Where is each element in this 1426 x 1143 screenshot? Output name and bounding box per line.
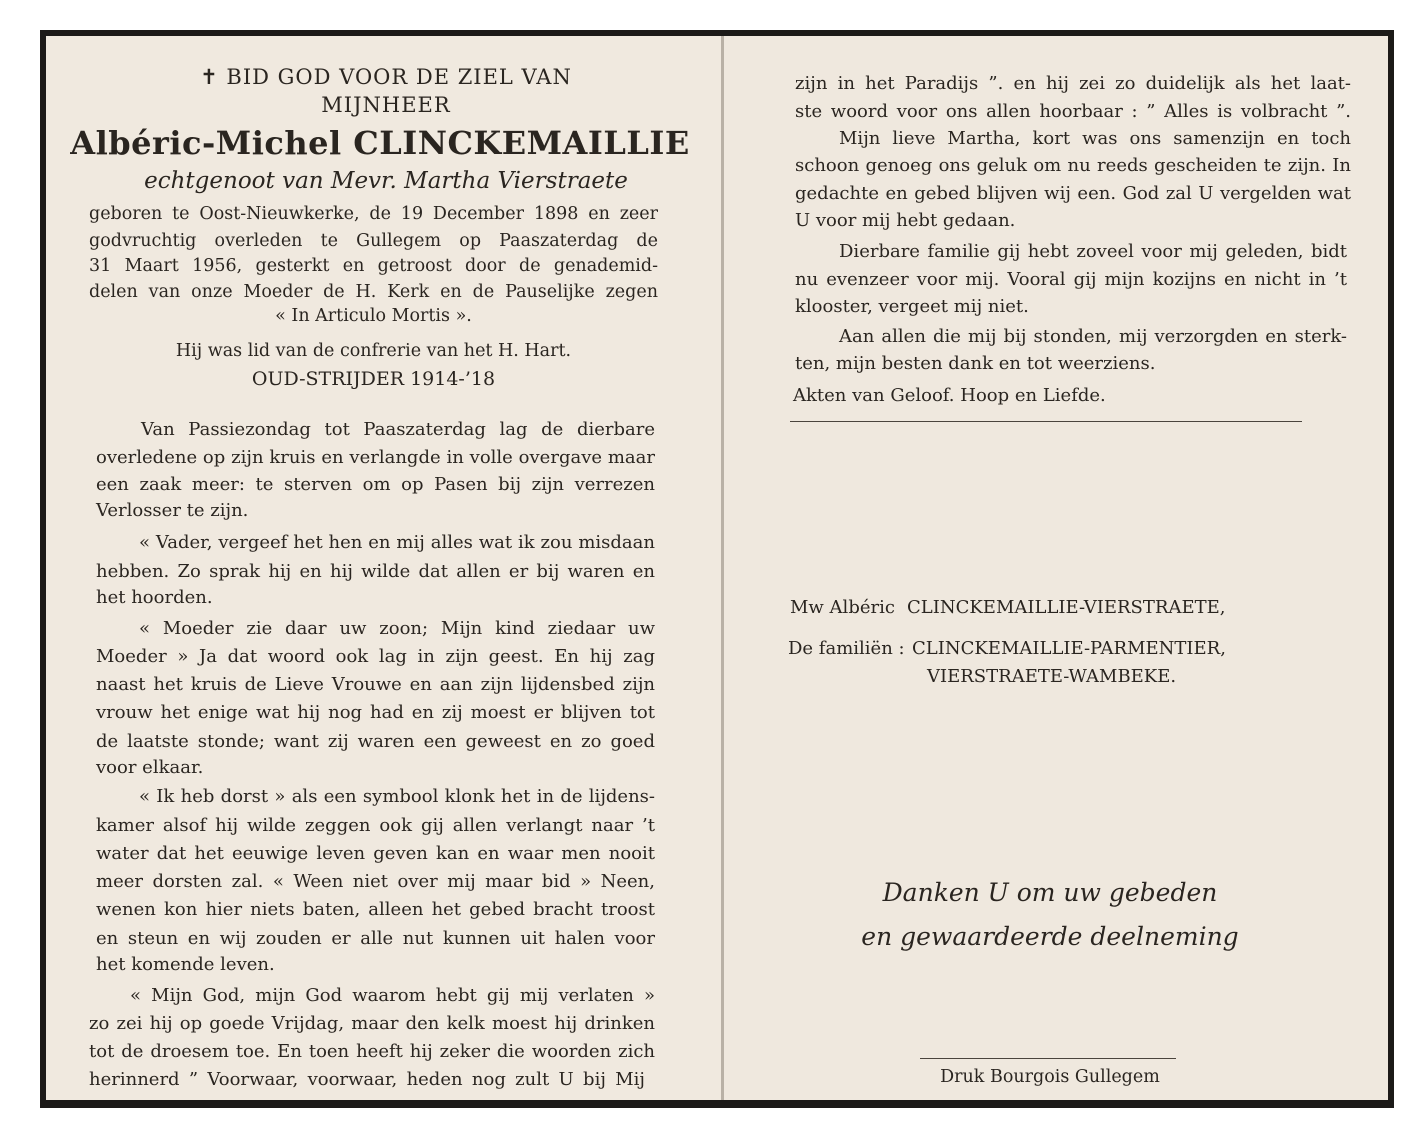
- thanks-line: en gewaardeerde deelneming: [861, 922, 1239, 951]
- bio-line: delen van onze Moeder de H. Kerk en de Pauselijke zegen: [89, 282, 658, 302]
- text-line: Aan allen die mij bij stonden, mij verzorgden en sterk-: [839, 326, 1347, 347]
- family-name: VIERSTRAETE-WAMBEKE.: [927, 666, 1177, 687]
- confrerie-line: Hij was lid van de confrerie van het H. Hart.: [175, 341, 572, 361]
- text-line: tot de droesem toe. En toen heeft hij zeker die woorden zich: [89, 1041, 655, 1062]
- text-line: gedachte en gebed blijven wij een. God zal U vergelden wat: [795, 183, 1351, 204]
- text-line: herinnerd ” Voorwaar, voorwaar, heden nog zult U bij Mij: [89, 1069, 645, 1090]
- text-line: water dat het eeuwige leven geven kan en waar men nooit: [96, 843, 655, 864]
- text-line: Moeder » Ja dat woord ook lag in zijn geest. En hij zag: [96, 646, 655, 667]
- printer-credit: Druk Bourgois Gullegem: [940, 1067, 1160, 1087]
- text-line: ten, mijn besten dank en tot weerziens.: [795, 353, 1156, 374]
- text-line: Mijn lieve Martha, kort was ons samenzijn en toch: [839, 128, 1351, 149]
- veteran-line: OUD-STRIJDER 1914-’18: [251, 368, 496, 390]
- text-line: nu evenzeer voor mij. Vooral gij mijn kozijns en nicht in ’t: [795, 269, 1347, 290]
- family-name: CLINCKEMAILLIE-PARMENTIER,: [912, 638, 1226, 659]
- text-line: ste woord voor ons allen hoorbaar : ” Alles is volbracht ”.: [795, 101, 1351, 122]
- deceased-name: Albéric-Michel CLINCKEMAILLIE: [70, 124, 690, 162]
- family-prefix: De familiën :: [788, 638, 905, 659]
- text-line: meer dorsten zal. « Ween niet over mij maar bid » Neen,: [96, 871, 655, 892]
- text-line: Van Passiezondag tot Paaszaterdag lag de dierbare: [141, 419, 655, 440]
- text-line: hebben. Zo sprak hij en hij wilde dat allen er bij waren en: [96, 561, 655, 582]
- text-line: schoon genoeg ons geluk om nu reeds gescheiden te zijn. In: [795, 155, 1351, 176]
- thanks-line: Danken U om uw gebeden: [882, 878, 1218, 907]
- text-line: zo zei hij op goede Vrijdag, maar den kelk moest hij drinken: [89, 1013, 655, 1034]
- text-line: « Vader, vergeef het hen en mij alles wat ik zou misdaan: [139, 532, 655, 553]
- spouse-line: echtgenoot van Mevr. Martha Vierstraete: [144, 168, 628, 194]
- text-line: « Mijn God, mijn God waarom hebt gij mij verlaten »: [130, 985, 655, 1006]
- text-line: Verlosser te zijn.: [96, 500, 249, 521]
- text-line: wenen kon hier niets baten, alleen het gebed bracht troost: [96, 899, 655, 920]
- bio-line: geboren te Oost-Nieuwkerke, de 19 December 1898 en zeer: [89, 204, 658, 224]
- header-prayer: ✝ BID GOD VOOR DE ZIEL VAN: [200, 65, 572, 89]
- text-line: Dierbare familie gij hebt zoveel voor mij geleden, bidt: [839, 241, 1347, 262]
- text-line: voor elkaar.: [96, 757, 204, 778]
- page-fold: [721, 36, 724, 1100]
- text-line: vrouw het enige wat hij nog had en zij moest er blijven tot: [96, 702, 655, 723]
- text-line: U voor mij hebt gedaan.: [795, 210, 1016, 231]
- text-line: zijn in het Paradijs ”. en hij zei zo duidelijk als het laat-: [795, 73, 1351, 94]
- text-line: « Moeder zie daar uw zoon; Mijn kind ziedaar uw: [139, 618, 655, 639]
- text-line: kamer alsof hij wilde zeggen ook gij allen verlangt naar ’t: [96, 815, 655, 836]
- bio-line: 31 Maart 1956, gesterkt en getroost door de genademid-: [89, 256, 658, 276]
- text-line: de laatste stonde; want zij waren een geweest en zo goed: [96, 731, 655, 752]
- divider: [790, 421, 1302, 422]
- printer-divider: [920, 1058, 1176, 1059]
- text-line: en steun en wij zouden er alle nut kunnen uit halen voor: [96, 928, 655, 949]
- family-prefix: Mw Albéric: [790, 597, 895, 618]
- text-line: een zaak meer: te sterven om op Pasen bij zijn verrezen: [96, 474, 655, 495]
- bio-line: godvruchtig overleden te Gullegem op Paaszaterdag de: [89, 231, 658, 251]
- header-title: MIJNHEER: [321, 93, 451, 117]
- text-line: naast het kruis de Lieve Vrouwe en aan zijn lijdensbed zijn: [96, 674, 655, 695]
- bio-line-last: « In Articulo Mortis ».: [275, 306, 472, 326]
- text-line: overledene op zijn kruis en verlangde in volle overgave maar: [96, 447, 655, 468]
- family-name: CLINCKEMAILLIE-VIERSTRAETE,: [907, 597, 1226, 618]
- text-line: klooster, vergeet mij niet.: [795, 296, 1029, 317]
- text-line: « Ik heb dorst » als een symbool klonk het in de lijdens-: [139, 786, 655, 807]
- text-line: het komende leven.: [96, 954, 275, 975]
- acts-line: Akten van Geloof. Hoop en Liefde.: [793, 385, 1106, 406]
- text-line: het hoorden.: [96, 587, 213, 608]
